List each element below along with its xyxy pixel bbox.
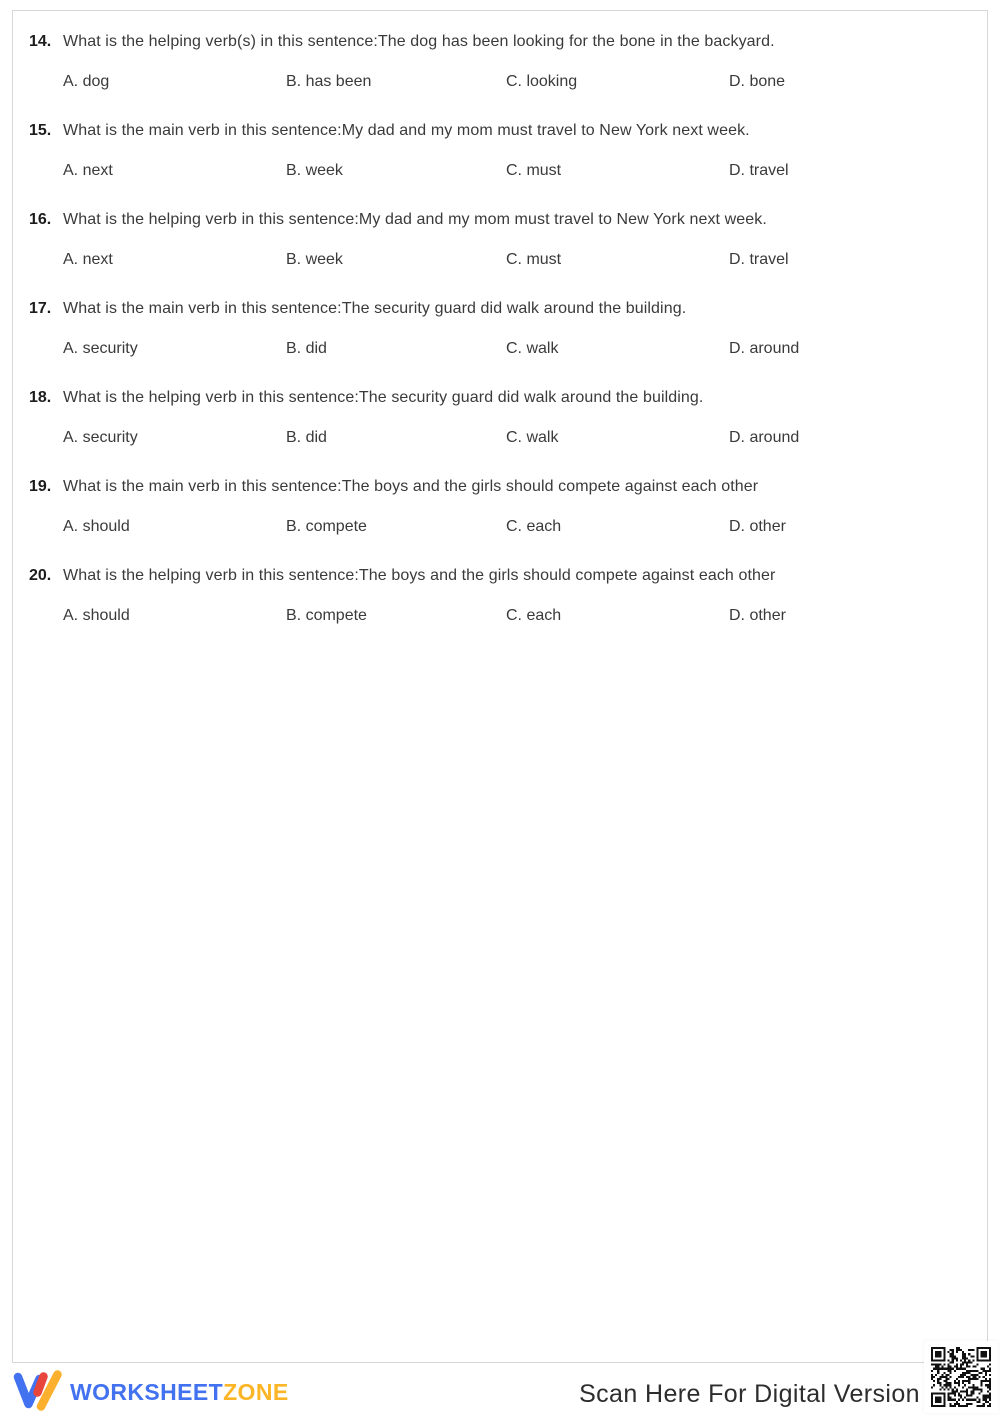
option-b: B. did (286, 340, 327, 357)
option-a: A. security (63, 340, 138, 357)
question-text: What is the helping verb in this sentence:The boys and the girls should compete against each other (63, 567, 776, 584)
option-c: C. walk (506, 340, 559, 357)
option-b: B. did (286, 429, 327, 446)
answer-options (29, 339, 969, 358)
option-a: A. dog (63, 73, 110, 90)
answer-options (29, 72, 969, 91)
option-a: A. security (63, 429, 138, 446)
worksheetzone-logo (13, 1371, 289, 1413)
question-text: What is the helping verb(s) in this sentence:The dog has been looking for the bone in the backyard. (63, 33, 775, 50)
option-c: C. walk (506, 429, 559, 446)
option-d: D. around (729, 429, 800, 446)
question-number: 14. (29, 33, 52, 50)
option-c: C. must (506, 251, 562, 268)
option-b: B. compete (286, 607, 367, 624)
question-number: 19. (29, 478, 52, 495)
question-number: 18. (29, 389, 52, 406)
question-list (13, 11, 987, 625)
answer-options (29, 428, 969, 447)
option-a: A. next (63, 251, 113, 268)
question-item-15 (29, 121, 969, 180)
option-b: B. week (286, 162, 343, 179)
option-b: B. week (286, 251, 343, 268)
answer-options (29, 250, 969, 269)
option-a: A. should (63, 607, 130, 624)
question-text: What is the helping verb in this sentence:The security guard did walk around the building. (63, 389, 704, 406)
question-item-17 (29, 299, 969, 358)
question-number: 16. (29, 211, 52, 228)
question-text: What is the main verb in this sentence:The boys and the girls should compete against each other (63, 478, 759, 495)
answer-options (29, 161, 969, 180)
answer-options (29, 606, 969, 625)
option-d: D. bone (729, 73, 786, 90)
option-d: D. other (729, 518, 786, 535)
worksheetzone-w-icon (13, 1369, 63, 1416)
question-number: 20. (29, 567, 52, 584)
question-text: What is the main verb in this sentence:The security guard did walk around the building. (63, 300, 687, 317)
option-c: C. looking (506, 73, 578, 90)
question-text: What is the main verb in this sentence:My dad and my mom must travel to New York next week. (63, 122, 750, 139)
question-item-19 (29, 477, 969, 536)
question-number: 17. (29, 300, 52, 317)
option-d: D. travel (729, 251, 789, 268)
option-a: A. should (63, 518, 130, 535)
qr-code (924, 1341, 998, 1413)
brand-zone: ZONE (223, 1378, 289, 1405)
option-c: C. must (506, 162, 562, 179)
answer-options (29, 517, 969, 536)
option-b: B. has been (286, 73, 372, 90)
question-item-20 (29, 566, 969, 625)
brand-worksheet: WORKSHEET (70, 1378, 224, 1405)
question-item-18 (29, 388, 969, 447)
option-c: C. each (506, 607, 562, 624)
question-number: 15. (29, 122, 52, 139)
option-d: D. travel (729, 162, 789, 179)
option-b: B. compete (286, 518, 367, 535)
option-d: D. other (729, 607, 786, 624)
option-d: D. around (729, 340, 800, 357)
option-c: C. each (506, 518, 562, 535)
option-a: A. next (63, 162, 113, 179)
question-item-16 (29, 210, 969, 269)
scan-here-text: Scan Here For Digital Version (579, 1380, 920, 1408)
brand-text (70, 1379, 289, 1406)
question-text: What is the helping verb in this sentence:My dad and my mom must travel to New York next week. (63, 211, 767, 228)
question-item-14 (29, 32, 969, 91)
worksheet-content-box (12, 10, 988, 1363)
